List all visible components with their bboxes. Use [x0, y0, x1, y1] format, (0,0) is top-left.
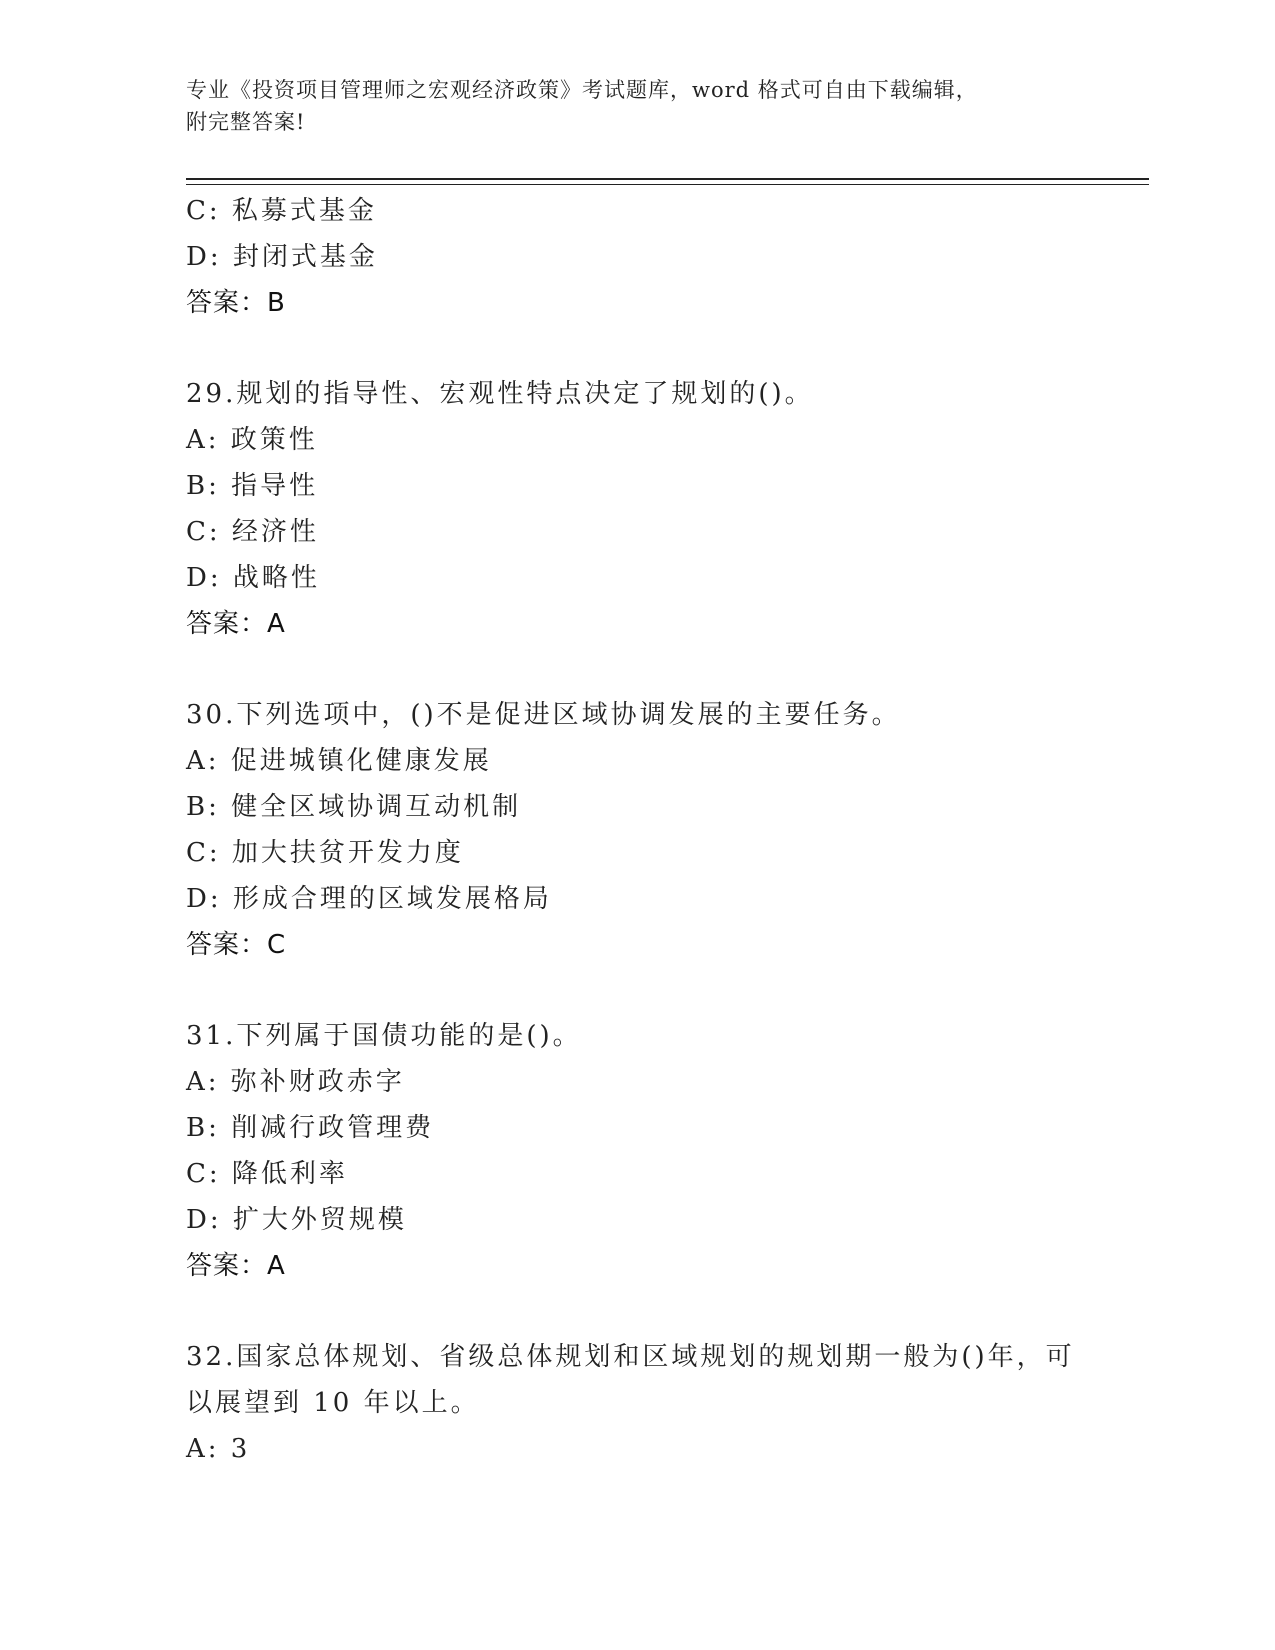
option-a: A: 弥补财政赤字 — [186, 1067, 405, 1097]
option-b: B: 削减行政管理费 — [186, 1113, 435, 1143]
question-29 — [186, 371, 1149, 647]
header-divider-thin — [186, 184, 1149, 185]
option-a: A: 政策性 — [186, 425, 318, 455]
answer-line: 答案：C — [186, 930, 287, 960]
option-b: B: 健全区域协调互动机制 — [186, 792, 522, 822]
header-divider-thick — [186, 178, 1149, 180]
question-32 — [186, 1334, 1149, 1472]
question-title: 31.下列属于国债功能的是()。 — [186, 1021, 582, 1051]
option-a: A: 3 — [186, 1434, 251, 1464]
spacer — [186, 1289, 1149, 1334]
document-header — [186, 74, 1086, 138]
spacer — [186, 326, 1149, 371]
option-d: D: 封闭式基金 — [186, 242, 378, 272]
question-list — [186, 188, 1149, 1472]
question-title: 29.规划的指导性、宏观性特点决定了规划的()。 — [186, 379, 814, 409]
question-30 — [186, 692, 1149, 968]
question-31 — [186, 1013, 1149, 1289]
header-line-1: 专业《投资项目管理师之宏观经济政策》考试题库，word 格式可自由下载编辑， — [186, 78, 978, 102]
option-c: C: 加大扶贫开发力度 — [186, 838, 464, 868]
option-d: D: 形成合理的区域发展格局 — [186, 884, 552, 914]
spacer — [186, 647, 1149, 692]
question-28-tail — [186, 188, 1149, 326]
option-c: C: 降低利率 — [186, 1159, 348, 1189]
option-d: D: 战略性 — [186, 563, 320, 593]
option-d: D: 扩大外贸规模 — [186, 1205, 407, 1235]
option-c: C: 经济性 — [186, 517, 319, 547]
question-title: 30.下列选项中，()不是促进区域协调发展的主要任务。 — [186, 700, 901, 730]
option-a: A: 促进城镇化健康发展 — [186, 746, 492, 776]
option-b: B: 指导性 — [186, 471, 319, 501]
answer-line: 答案：A — [186, 1251, 286, 1281]
question-title-line-1: 32.国家总体规划、省级总体规划和区域规划的规划期一般为()年，可 — [186, 1342, 1075, 1372]
question-title-line-2: 以展望到 10 年以上。 — [186, 1388, 480, 1418]
header-line-2: 附完整答案! — [186, 110, 306, 134]
spacer — [186, 968, 1149, 1013]
answer-line: 答案：B — [186, 288, 286, 318]
answer-line: 答案：A — [186, 609, 286, 639]
option-c: C: 私募式基金 — [186, 196, 377, 226]
